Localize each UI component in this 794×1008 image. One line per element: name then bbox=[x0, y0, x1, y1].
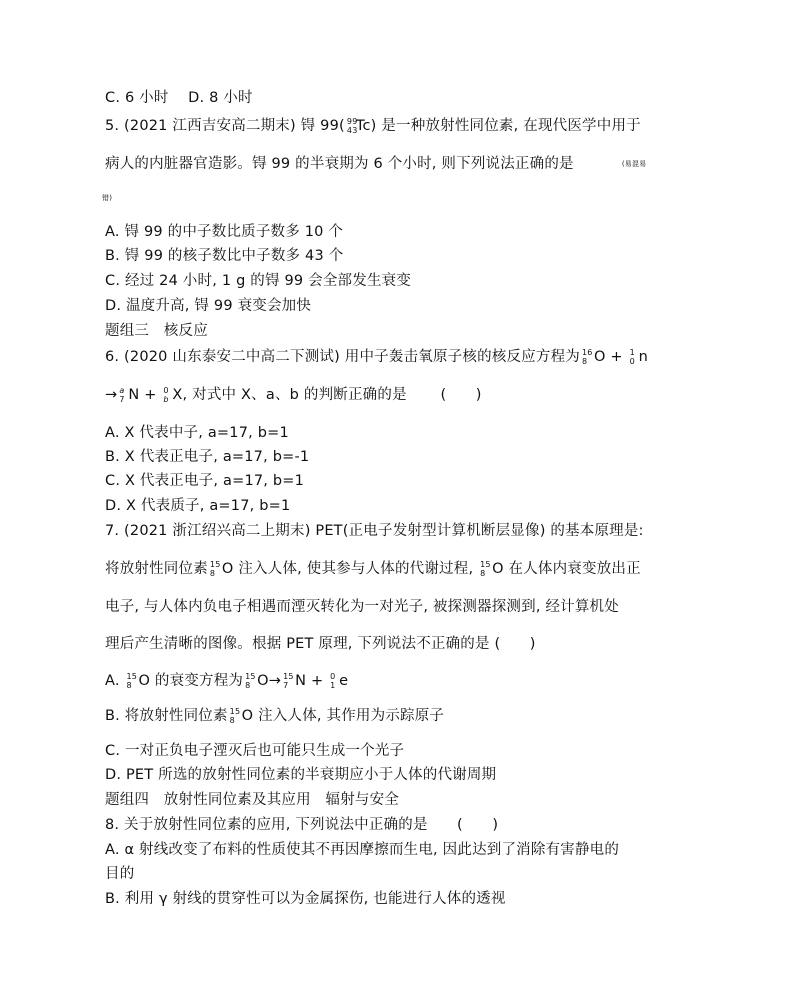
q5-head-rest: ) 是一种放射性同位素, 在现代医学中用于 bbox=[370, 118, 641, 134]
x-particle bbox=[161, 385, 172, 405]
q8-option-b: B. 利用 γ 射线的贯穿性可以为金属探伤, 也能进行人体的透视 bbox=[105, 891, 506, 907]
q7-stem-line4: 理后产生清晰的图像。根据 PET 原理, 下列说法不正确的是 ( ) bbox=[105, 636, 536, 652]
n15-mass: 15 bbox=[283, 672, 294, 681]
x-symbol: X bbox=[172, 387, 183, 403]
q5-option-b: B. 锝 99 的核子数比中子数多 43 个 bbox=[105, 248, 344, 264]
o16-mass: 16 bbox=[581, 348, 593, 357]
o15-mass: 15 bbox=[209, 560, 221, 569]
neutron-symbol: n bbox=[638, 349, 648, 365]
q7-option-d: D. PET 所选的放射性同位素的半衰期应小于人体的代谢周期 bbox=[105, 767, 497, 783]
o15-atomic: 8 bbox=[209, 569, 216, 578]
o15-symbol-5: O bbox=[241, 708, 254, 724]
positron-mass: 0 bbox=[330, 672, 336, 681]
q7-stem-line3: 电子, 与人体内负电子相遇而湮灭转化为一对光子, 被探测器探测到, 经计算机处 bbox=[105, 599, 619, 615]
q5-option-a: A. 锝 99 的中子数比质子数多 10 个 bbox=[105, 224, 344, 240]
o15-symbol-2: O bbox=[492, 561, 504, 577]
tc99-isotope bbox=[345, 116, 356, 136]
q6-option-c: C. X 代表正电子, a=17, b=1 bbox=[105, 473, 305, 489]
q7-option-a: A. 15 8 O 的衰变方程为 15 8 O→ 15 7 N + 0 1 e bbox=[105, 672, 349, 690]
o16-atomic: 8 bbox=[581, 357, 588, 366]
positron bbox=[328, 671, 339, 691]
q8-option-a-line2: 目的 bbox=[105, 866, 135, 882]
o15-isotope bbox=[208, 559, 222, 579]
x-charge-b: b bbox=[163, 395, 169, 404]
q7-a-text: 的衰变方程为 bbox=[150, 673, 244, 689]
q6-head: 6. (2020 山东泰安二中高二下测试) 用中子轰击氧原子核的核反应方程为 bbox=[105, 349, 580, 365]
n15-symbol: N bbox=[295, 673, 307, 689]
group3-heading: 题组三 核反应 bbox=[105, 323, 208, 339]
q5-stem-text: 病人的内脏器官造影。锝 99 的半衰期为 6 个小时, 则下列说法正确的是 bbox=[105, 156, 574, 172]
q7-b-tail: 注入人体, 其作用为示踪原子 bbox=[253, 708, 445, 724]
q7-stem-line1: 7. (2021 浙江绍兴高二上期末) PET(正电子发射型计算机断层显像) 的基本原理是: bbox=[105, 523, 644, 539]
q7-stem-l2a: 将放射性同位素 bbox=[105, 561, 208, 577]
q6-option-b: B. X 代表正电子, a=17, b=-1 bbox=[105, 449, 310, 465]
q8-stem: 8. 关于放射性同位素的应用, 下列说法中正确的是 ( ) bbox=[105, 817, 499, 833]
group4-heading: 题组四 放射性同位素及其应用 辐射与安全 bbox=[105, 792, 399, 808]
positron-charge: 1 bbox=[330, 681, 336, 690]
n15-atomic: 7 bbox=[283, 681, 289, 690]
o15-isotope-3 bbox=[124, 671, 138, 691]
q6-stem-tail: , 对式中 X、a、b 的判断正确的是 bbox=[182, 387, 407, 403]
q5-stem-line2 bbox=[105, 154, 646, 174]
q5-tag-part2: 错) bbox=[102, 194, 113, 202]
q6-option-a: A. X 代表中子, a=17, b=1 bbox=[105, 425, 289, 441]
q5-tag-wrap bbox=[102, 188, 112, 208]
q7-option-c: C. 一对正负电子湮灭后也可能只生成一个光子 bbox=[105, 743, 405, 759]
n-isotope bbox=[117, 385, 128, 405]
q7-option-b bbox=[105, 706, 444, 726]
o15-mass-5: 15 bbox=[229, 707, 241, 716]
tc-symbol: Tc bbox=[355, 118, 371, 134]
q6-answer-paren: ( ) bbox=[440, 387, 482, 403]
n15-isotope bbox=[281, 671, 295, 691]
q7-b-text: B. 将放射性同位素 bbox=[105, 708, 228, 724]
q8-option-a-line1: A. α 射线改变了布料的性质使其不再因摩擦而生电, 因此达到了消除有害静电的 bbox=[105, 842, 620, 858]
q7-stem-line2 bbox=[105, 559, 641, 579]
neutron-mass: 1 bbox=[629, 348, 635, 357]
o15-mass-3: 15 bbox=[126, 672, 138, 681]
q5-option-d: D. 温度升高, 锝 99 衰变会加快 bbox=[105, 298, 312, 314]
arrow-symbol: → bbox=[105, 387, 118, 403]
n-mass-a: a bbox=[119, 386, 125, 395]
tc-mass-number: 99 bbox=[346, 117, 358, 126]
neutron-isotope bbox=[628, 347, 639, 367]
o15-isotope-4 bbox=[243, 671, 257, 691]
q5-tag-part1: (易混易 bbox=[621, 160, 647, 168]
o15-isotope-5 bbox=[228, 706, 242, 726]
o16-isotope bbox=[580, 347, 594, 367]
q5-option-c: C. 经过 24 小时, 1 g 的锝 99 会全部发生衰变 bbox=[105, 273, 412, 289]
neutron-charge: 0 bbox=[629, 357, 635, 366]
o15-symbol: O bbox=[221, 561, 234, 577]
o15-mass-2: 15 bbox=[480, 560, 491, 569]
plus-sign: + bbox=[605, 349, 628, 365]
o15-atomic-4: 8 bbox=[245, 681, 251, 690]
q7-stem-l2c: 在人体内衰变放出正 bbox=[503, 561, 641, 577]
q6-stem-line2: → a 7 N + 0 b X, 对式中 X、a、b 的判断正确的是 ( ) bbox=[105, 386, 482, 404]
tc-atomic-number: 43 bbox=[346, 126, 358, 135]
o15-isotope-2 bbox=[478, 559, 492, 579]
arrow-symbol-2: → bbox=[268, 673, 282, 689]
n-atomic: 7 bbox=[119, 395, 125, 404]
o15-mass-4: 15 bbox=[245, 672, 256, 681]
o15-atomic-5: 8 bbox=[229, 716, 235, 725]
o15-atomic-3: 8 bbox=[126, 681, 132, 690]
x-mass: 0 bbox=[163, 386, 169, 395]
n-symbol: N bbox=[128, 387, 140, 403]
q4-options-cd: C. 6 小时 D. 8 小时 bbox=[105, 90, 253, 106]
q6-option-d: D. X 代表质子, a=17, b=1 bbox=[105, 498, 291, 514]
o15-atomic-2: 8 bbox=[480, 569, 486, 578]
q6-stem-line1 bbox=[105, 347, 648, 367]
q5-head: 5. (2021 江西吉安高二期末) 锝 99( bbox=[105, 118, 345, 134]
o16-symbol: O bbox=[593, 349, 606, 365]
q7-a-label: A. bbox=[105, 673, 125, 689]
o15-symbol-4: O bbox=[257, 673, 269, 689]
positron-symbol: e bbox=[339, 673, 349, 689]
q7-stem-l2b: 注入人体, 使其参与人体的代谢过程, bbox=[233, 561, 479, 577]
q5-stem-line1 bbox=[105, 116, 641, 136]
o15-symbol-3: O bbox=[138, 673, 151, 689]
